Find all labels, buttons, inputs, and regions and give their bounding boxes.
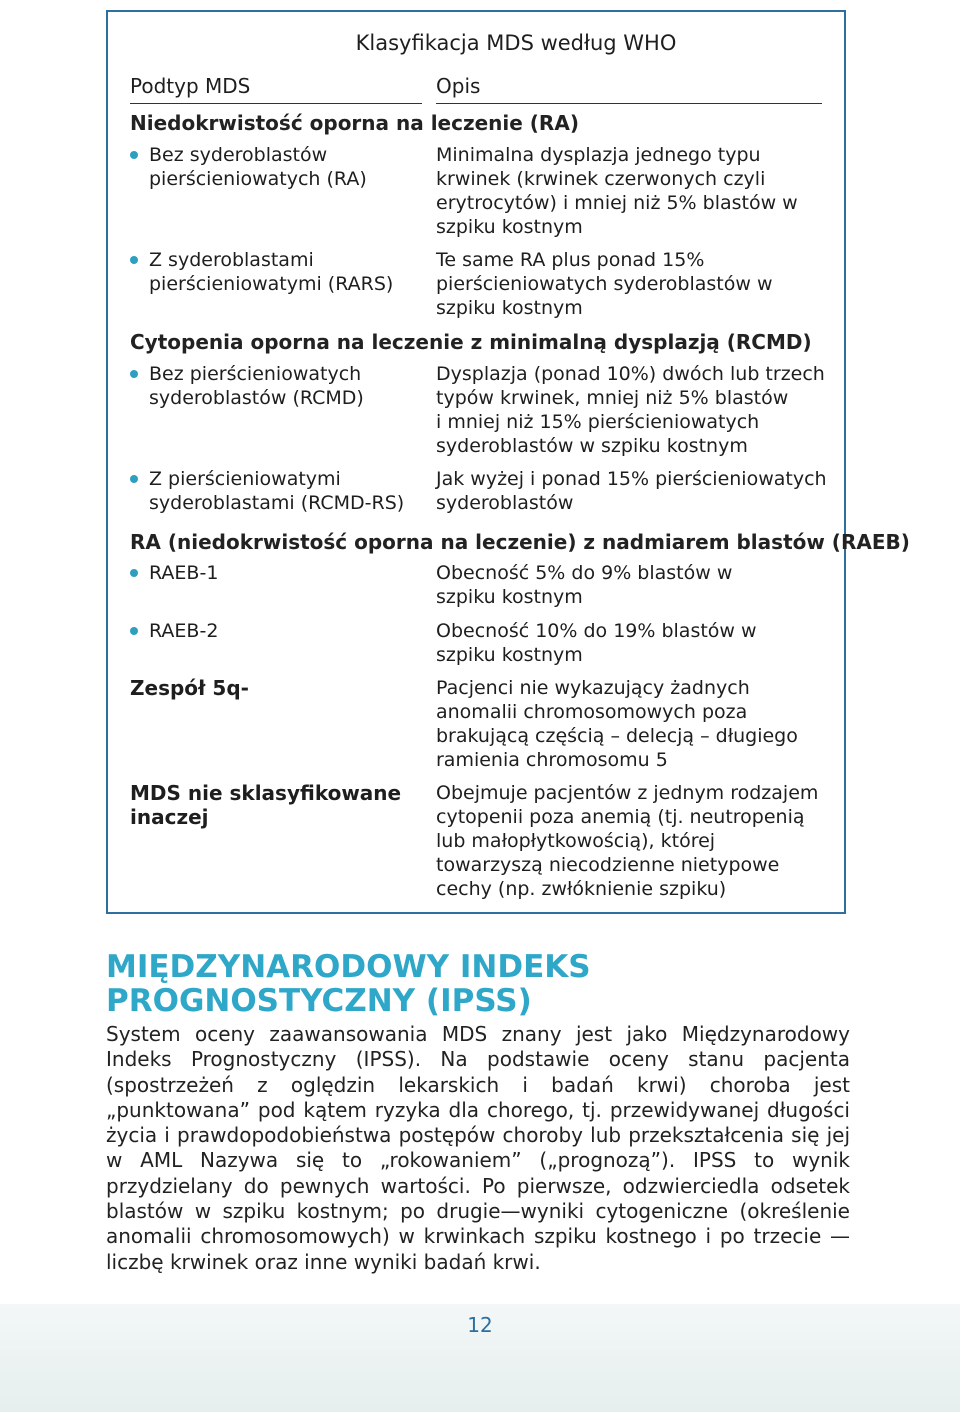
bullet-icon xyxy=(130,569,138,577)
row-label-rcmd: Bez pierścieniowatych syderoblastów (RCMD) xyxy=(130,362,420,410)
row-description-rcmd: Dysplazja (ponad 10%) dwóch lub trzech typów krwinek, mniej niż 5% blastów i mniej niż 15% pierścieniowatych syderoblastów w szpiku kostnym xyxy=(436,363,825,457)
row-description-rcmd-rs: Jak wyżej i ponad 15% pierścieniowatych syderoblastów xyxy=(436,468,827,514)
row-description-mds-u: Obejmuje pacjentów z jednym rodzajem cytopenii poza anemią (tj. neutropenią lub małopłytkowością), której towarzyszą niecodzienne nietypowe cechy (np. zwłóknienie szpiku) xyxy=(436,782,819,900)
box-title: Klasyfikacja MDS według WHO xyxy=(355,31,677,55)
who-classification-box xyxy=(106,10,910,914)
column-header-subtype: Podtyp MDS xyxy=(130,74,251,98)
section-title-ra: Niedokrwistość oporna na leczenie (RA) xyxy=(130,111,579,135)
row-description-raeb-2: Obecność 10% do 19% blastów w szpiku kostnym xyxy=(436,620,757,666)
bullet-icon xyxy=(130,475,138,483)
bullet-icon xyxy=(130,627,138,635)
column-header-description: Opis xyxy=(436,74,481,98)
bullet-icon xyxy=(130,151,138,159)
row-label-mds-u: MDS nie sklasyfikowane inaczej xyxy=(130,781,402,829)
row-label-5q: Zespół 5q- xyxy=(130,676,249,700)
section-heading-ipss: MIĘDZYNARODOWY INDEKS PROGNOSTYCZNY (IPSS) xyxy=(106,949,591,1019)
section-title-rcmd: Cytopenia oporna na leczenie z minimalną dysplazją (RCMD) xyxy=(130,330,812,354)
header-underline-right xyxy=(436,103,822,104)
row-label-rcmd-rs: Z pierścieniowatymi syderoblastami (RCMD-RS) xyxy=(130,467,420,515)
row-description-ra: Minimalna dysplazja jednego typu krwinek (krwinek czerwonych czyli erytrocytów) i mniej niż 5% blastów w szpiku kostnym xyxy=(436,144,798,238)
row-label-rars: Z syderoblastami pierścieniowatymi (RARS) xyxy=(130,248,420,296)
row-label-raeb-1: RAEB-1 xyxy=(130,561,420,585)
header-underline-left xyxy=(130,103,422,104)
row-description-5q: Pacjenci nie wykazujący żadnych anomalii chromosomowych poza brakującą częścią – delecją – długiego ramienia chromosomu 5 xyxy=(436,677,798,771)
row-description-rars: Te same RA plus ponad 15% pierścieniowatych syderoblastów w szpiku kostnym xyxy=(436,249,773,319)
row-label-raeb-2: RAEB-2 xyxy=(130,619,420,643)
ipss-paragraph: System oceny zaawansowania MDS znany jest jako Międzynarodowy Indeks Prognostyczny (IPSS). Na podstawie oceny stanu pacjenta (spostrzeżeń z oględzin lekarskich i badań krwi) choroba jest „punktowana” pod kątem ryzyka dla chorego, tj. przewidywanej długości życia i prawdopodobieństwa postępów choroby lub przekształcenia się jej w AML Nazywa się to „rokowaniem” („prognozą”). IPSS to wynik przydzielany do pewnych wartości. Po pierwsze, odzwierciedla odsetek blastów w szpiku kostnym; po drugie—wyniki cytogeniczne (określenie anomalii chromosomowych) w krwinkach szpiku kostnego i po trzecie —liczbę krwinek oraz inne wyniki badań krwi. xyxy=(106,1022,850,1274)
bullet-icon xyxy=(130,370,138,378)
row-description-raeb-1: Obecność 5% do 9% blastów w szpiku kostnym xyxy=(436,562,733,608)
page-number: 12 xyxy=(467,1313,493,1337)
section-title-raeb: RA (niedokrwistość oporna na leczenie) z nadmiarem blastów (RAEB) xyxy=(130,530,910,554)
row-label-ra: Bez syderoblastów pierścieniowatych (RA) xyxy=(130,143,420,191)
bullet-icon xyxy=(130,256,138,264)
